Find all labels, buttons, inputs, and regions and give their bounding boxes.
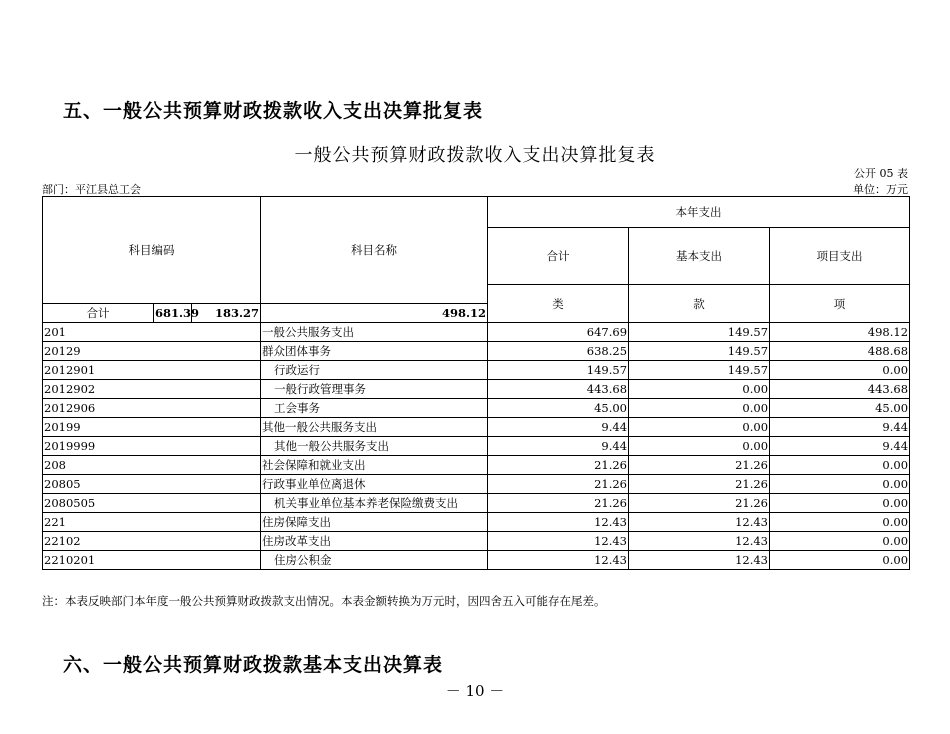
header-subject-code: 科目编码 — [43, 197, 261, 304]
row-project: 45.00 — [770, 399, 910, 418]
row-total: 21.26 — [488, 475, 629, 494]
table-note: 注：本表反映部门本年度一般公共预算财政拨款支出情况。本表金额转换为万元时，因四舍五入可能存在尾差。 — [42, 594, 606, 608]
row-basic: 0.00 — [629, 418, 770, 437]
row-name: 社会保障和就业支出 — [261, 456, 488, 475]
row-code: 2012902 — [43, 380, 261, 399]
row-total: 12.43 — [488, 513, 629, 532]
row-name: 住房保障支出 — [261, 513, 488, 532]
row-project: 0.00 — [770, 456, 910, 475]
total-amount: 681.39 — [154, 304, 192, 323]
row-basic: 12.43 — [629, 532, 770, 551]
header-row-1 — [43, 197, 910, 228]
table-row — [43, 323, 910, 342]
row-basic: 0.00 — [629, 380, 770, 399]
row-project: 488.68 — [770, 342, 910, 361]
row-code: 20129 — [43, 342, 261, 361]
row-project: 0.00 — [770, 494, 910, 513]
total-basic: 183.27 — [192, 304, 261, 323]
row-project: 0.00 — [770, 475, 910, 494]
header-xiang: 项 — [770, 285, 910, 323]
row-code: 201 — [43, 323, 261, 342]
row-name: 工会事务 — [261, 399, 488, 418]
row-code: 22102 — [43, 532, 261, 551]
row-project: 0.00 — [770, 513, 910, 532]
row-total: 149.57 — [488, 361, 629, 380]
header-subject-name: 科目名称 — [261, 197, 488, 304]
table-row — [43, 399, 910, 418]
table-row — [43, 475, 910, 494]
row-total: 638.25 — [488, 342, 629, 361]
row-code: 20199 — [43, 418, 261, 437]
table-code: 公开 05 表 — [854, 167, 908, 180]
row-total: 45.00 — [488, 399, 629, 418]
row-total: 12.43 — [488, 551, 629, 570]
row-total: 12.43 — [488, 532, 629, 551]
row-basic: 12.43 — [629, 513, 770, 532]
row-code: 2210201 — [43, 551, 261, 570]
table-row — [43, 532, 910, 551]
row-code: 221 — [43, 513, 261, 532]
row-name: 其他一般公共服务支出 — [261, 437, 488, 456]
table-row — [43, 437, 910, 456]
table-row — [43, 342, 910, 361]
row-total: 647.69 — [488, 323, 629, 342]
row-total: 443.68 — [488, 380, 629, 399]
header-project: 项目支出 — [770, 228, 910, 285]
row-code: 2019999 — [43, 437, 261, 456]
row-basic: 149.57 — [629, 342, 770, 361]
row-project: 0.00 — [770, 361, 910, 380]
row-name: 群众团体事务 — [261, 342, 488, 361]
row-basic: 21.26 — [629, 456, 770, 475]
total-label: 合计 — [43, 304, 154, 323]
row-name: 其他一般公共服务支出 — [261, 418, 488, 437]
row-basic: 149.57 — [629, 323, 770, 342]
row-basic: 0.00 — [629, 399, 770, 418]
table-row — [43, 380, 910, 399]
row-code: 2012906 — [43, 399, 261, 418]
row-basic: 21.26 — [629, 494, 770, 513]
row-basic: 21.26 — [629, 475, 770, 494]
table-row — [43, 494, 910, 513]
table-row — [43, 551, 910, 570]
header-lei: 类 — [488, 285, 629, 323]
row-project: 498.12 — [770, 323, 910, 342]
row-project: 9.44 — [770, 437, 910, 456]
section-heading-5: 五、一般公共预算财政拨款收入支出决算批复表 — [63, 100, 484, 122]
page-number: － 10 － — [445, 682, 505, 700]
section-heading-6: 六、一般公共预算财政拨款基本支出决算表 — [63, 654, 444, 676]
row-total: 9.44 — [488, 418, 629, 437]
row-project: 0.00 — [770, 532, 910, 551]
header-basic: 基本支出 — [629, 228, 770, 285]
table-row — [43, 513, 910, 532]
row-code: 2012901 — [43, 361, 261, 380]
row-project: 9.44 — [770, 418, 910, 437]
table-title: 一般公共预算财政拨款收入支出决算批复表 — [294, 145, 656, 166]
department-label: 部门：平江县总工会 — [42, 183, 141, 196]
row-basic: 0.00 — [629, 437, 770, 456]
header-kuan: 款 — [629, 285, 770, 323]
table-row — [43, 418, 910, 437]
row-name: 住房公积金 — [261, 551, 488, 570]
row-name: 一般公共服务支出 — [261, 323, 488, 342]
row-project: 443.68 — [770, 380, 910, 399]
table-row — [43, 361, 910, 380]
table-row — [43, 456, 910, 475]
budget-table — [42, 196, 910, 570]
row-total: 21.26 — [488, 456, 629, 475]
row-name: 住房改革支出 — [261, 532, 488, 551]
row-basic: 149.57 — [629, 361, 770, 380]
row-name: 行政事业单位离退休 — [261, 475, 488, 494]
row-total: 9.44 — [488, 437, 629, 456]
row-project: 0.00 — [770, 551, 910, 570]
unit-label: 单位：万元 — [853, 183, 908, 196]
row-name: 机关事业单位基本养老保险缴费支出 — [261, 494, 488, 513]
row-code: 208 — [43, 456, 261, 475]
row-total: 21.26 — [488, 494, 629, 513]
row-name: 一般行政管理事务 — [261, 380, 488, 399]
row-code: 20805 — [43, 475, 261, 494]
header-total: 合计 — [488, 228, 629, 285]
row-code: 2080505 — [43, 494, 261, 513]
header-current-year: 本年支出 — [488, 197, 910, 228]
row-basic: 12.43 — [629, 551, 770, 570]
total-project: 498.12 — [261, 304, 488, 323]
row-name: 行政运行 — [261, 361, 488, 380]
